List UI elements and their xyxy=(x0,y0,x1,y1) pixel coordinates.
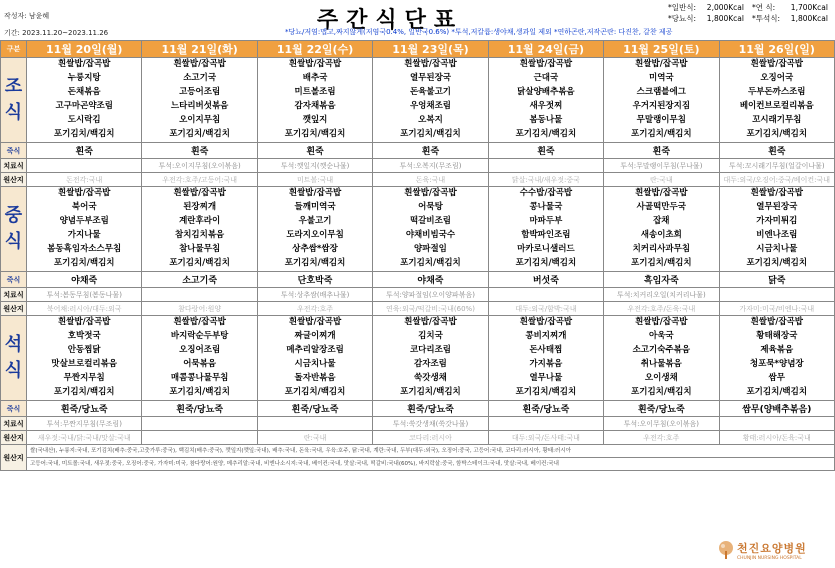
porridge-cell: 흰죽/당뇨죽 xyxy=(373,401,488,417)
origin-cell: 참다랑어:원양 xyxy=(142,302,257,316)
hospital-subname: CHUNJIN NURSING HOSPITAL xyxy=(737,555,802,561)
menu-item: 근대국 xyxy=(533,73,559,84)
therapy-cell: 투석:쑥갓생채(쑥갓나물) xyxy=(373,417,488,431)
origin-full-text: 고등어:국내, 미트볼:국내, 새우젓:중국, 오징어:중국, 가자미:미국, 참다랑어:원양, 메추리알:국내, 비엔나소시지:국내, 베이컨:국내, 맛살:국내, 떡갈비:국내(60%), 바지락살:중국, 함박스테이크:국내, 맛살:국내, 베이컨:국내 xyxy=(27,458,835,471)
menu-item: 가지나물 xyxy=(67,230,101,240)
porridge-cell: 야채죽 xyxy=(27,272,142,288)
porridge-cell: 흰죽/당뇨죽 xyxy=(488,401,603,417)
menu-item: 수수밥/잡곡밥 xyxy=(519,188,573,199)
origin-label: 원산지 xyxy=(1,431,27,445)
porridge-cell: 야채죽 xyxy=(373,272,488,288)
therapy-cell: 투석:꼬시래기무침(얼갈이나물) xyxy=(719,159,834,173)
menu-item: 포기김치/백김치 xyxy=(53,128,115,139)
lunch-category-label: 중 식 xyxy=(4,205,23,252)
origin-cell: 황태:러시아/돈육:국내 xyxy=(719,431,834,445)
origin-full-row xyxy=(1,458,835,471)
therapy-cell: 투석:무짠지무침(무조림) xyxy=(27,417,142,431)
menu-item: 북어국 xyxy=(71,202,97,213)
day-header: 11월 22일(수) xyxy=(257,41,372,58)
origin-full-label: 원산지 xyxy=(1,445,27,471)
menu-item: 아욱국 xyxy=(649,331,674,342)
menu-item: 맛살브로컬리볶음 xyxy=(51,359,118,369)
menu-item: 흰쌀밥/잡곡밥 xyxy=(288,317,342,328)
menu-item: 포기김치/백김치 xyxy=(746,386,808,397)
menu-item: 취나물볶음 xyxy=(640,359,682,369)
calorie-label: *일반식: xyxy=(668,3,697,12)
menu-item: 포기김치/백김치 xyxy=(631,128,692,139)
day-header: 11월 25일(토) xyxy=(604,41,719,58)
lunch-menu-cell xyxy=(142,187,257,272)
menu-item: 미역국 xyxy=(649,73,674,84)
menu-item: 된장찌개 xyxy=(183,202,217,213)
porridge-cell: 쌈무(양배추볶음) xyxy=(719,401,834,417)
menu-item: 닭살양배추볶음 xyxy=(517,87,575,98)
menu-item: 들깨미역국 xyxy=(294,202,336,213)
menu-table xyxy=(0,40,835,471)
menu-item: 포기김치/백김치 xyxy=(400,386,461,397)
gubun-header: 구분 xyxy=(1,41,27,58)
menu-item: 열무된장국 xyxy=(409,73,451,84)
dinner-menu-cell xyxy=(604,316,719,401)
origin-label: 원산지 xyxy=(1,173,27,187)
menu-item: 짜글이찌개 xyxy=(294,331,336,342)
menu-item: 포기김치/백김치 xyxy=(284,128,346,139)
menu-item: 우엉채조림 xyxy=(409,101,451,111)
menu-item: 흰쌀밥/잡곡밥 xyxy=(519,317,573,328)
calorie-label: *당뇨식: xyxy=(668,14,697,23)
porridge-cell: 닭죽 xyxy=(719,272,834,288)
therapy-cell: 투석:봄동무침(봄동나물) xyxy=(27,288,142,302)
dinner-menu-row xyxy=(1,316,835,401)
menu-item: 야채비빔국수 xyxy=(405,230,456,240)
lunch-menu-row xyxy=(1,187,835,272)
menu-item: 흰쌀밥/잡곡밥 xyxy=(750,59,803,70)
origin-cell xyxy=(142,431,257,445)
origin-cell: 미트볼:국내 xyxy=(257,173,372,187)
porridge-cell: 흰죽/당뇨죽 xyxy=(604,401,719,417)
menu-item: 흰쌀밥/잡곡밥 xyxy=(173,317,226,328)
breakfast-menu-cell xyxy=(604,58,719,143)
menu-item: 흰쌀밥/잡곡밥 xyxy=(404,59,457,70)
calorie-value: 1,700Kcal xyxy=(790,3,828,12)
day-header: 11월 23일(목) xyxy=(373,41,488,58)
menu-item: 계란후라이 xyxy=(179,216,221,227)
therapy-cell xyxy=(719,417,834,431)
breakfast-menu-cell xyxy=(27,58,142,143)
menu-item: 가자미튀김 xyxy=(756,216,798,227)
menu-item: 우거지된장지짐 xyxy=(632,101,691,111)
menu-item: 황태해장국 xyxy=(756,331,798,342)
therapy-cell: 투석:상추쌈(배추나물) xyxy=(257,288,372,302)
menu-item: 두부돈까스조림 xyxy=(748,87,806,98)
lunch-menu-cell xyxy=(27,187,142,272)
therapy-label: 치료식 xyxy=(1,417,27,431)
porridge-cell: 흰죽 xyxy=(373,143,488,159)
menu-item: 흰쌀밥/잡곡밥 xyxy=(750,317,803,328)
therapy-cell xyxy=(257,417,372,431)
breakfast-porridge-row xyxy=(1,143,835,159)
breakfast-menu-cell xyxy=(719,58,834,143)
menu-item: 가지볶음 xyxy=(529,359,563,369)
menu-item: 우불고기 xyxy=(298,216,332,227)
menu-item: 흰쌀밥/잡곡밥 xyxy=(404,317,457,328)
menu-item: 소고기국 xyxy=(183,73,217,84)
dinner-porridge-row xyxy=(1,401,835,417)
menu-item: 제육볶음 xyxy=(760,345,794,356)
menu-item: 상추쌈*쌈장 xyxy=(292,243,338,254)
menu-item: 양념두부조림 xyxy=(59,216,109,227)
therapy-label: 치료식 xyxy=(1,159,27,173)
menu-item: 양파절임 xyxy=(414,243,447,254)
origin-cell: 우전각:호주 xyxy=(257,302,372,316)
menu-item: 포기김치/백김치 xyxy=(53,386,115,397)
menu-item: 흰쌀밥/잡곡밥 xyxy=(635,59,688,70)
menu-item: 마파두부 xyxy=(529,216,563,227)
menu-item: 돈육불고기 xyxy=(409,87,451,98)
breakfast-menu-cell xyxy=(488,58,603,143)
menu-item: 콩비지찌개 xyxy=(525,331,567,342)
therapy-cell xyxy=(488,417,603,431)
breakfast-menu-cell xyxy=(373,58,488,143)
menu-item: 김치국 xyxy=(418,331,443,342)
menu-item: 코다리조림 xyxy=(409,345,451,356)
dinner-therapy-row xyxy=(1,417,835,431)
dinner-menu-cell xyxy=(719,316,834,401)
menu-item: 흰쌀밥/잡곡밥 xyxy=(519,59,573,70)
menu-item: 포기김치/백김치 xyxy=(746,128,808,139)
calorie-col-2 xyxy=(752,2,828,24)
dinner-category xyxy=(1,316,27,401)
menu-item: 오이지무침 xyxy=(179,114,221,125)
menu-item: 어묵볶음 xyxy=(183,359,217,369)
menu-item: 어묵탕 xyxy=(418,202,443,213)
breakfast-therapy-row xyxy=(1,159,835,173)
menu-item: 누룽지탕 xyxy=(67,73,101,84)
menu-item: 콩나물국 xyxy=(529,202,563,213)
dinner-category-label: 석 식 xyxy=(4,334,23,381)
origin-cell: 닭살:국내/새우젓:중국 xyxy=(488,173,603,187)
menu-item: 스크램블에그 xyxy=(636,87,686,98)
menu-item: 열무나물 xyxy=(529,372,563,383)
menu-item: 포기김치/백김치 xyxy=(400,128,461,139)
lunch-therapy-row xyxy=(1,288,835,302)
dinner-origin-row xyxy=(1,431,835,445)
therapy-cell: 투석:무말랭이무침(무나물) xyxy=(604,159,719,173)
porridge-cell: 흰죽/당뇨죽 xyxy=(142,401,257,417)
menu-item: 시금치나물 xyxy=(756,243,798,254)
menu-item: 오징어국 xyxy=(760,73,794,84)
menu-item: 봄동흑임자소스무침 xyxy=(47,243,122,254)
author: 작성자: 남윤혜 xyxy=(4,12,50,20)
menu-item: 흰쌀밥/잡곡밥 xyxy=(288,188,342,199)
porridge-cell: 소고기죽 xyxy=(142,272,257,288)
origin-label: 원산지 xyxy=(1,302,27,316)
menu-item: 포기김치/백김치 xyxy=(169,257,230,268)
calorie-label: *연 식: xyxy=(752,3,776,12)
menu-item: 참나물무침 xyxy=(179,243,221,254)
menu-item: 흰쌀밥/잡곡밥 xyxy=(58,188,111,199)
porridge-cell: 흰죽/당뇨죽 xyxy=(257,401,372,417)
origin-cell: 북어채:러시아/대두:외국 xyxy=(27,302,142,316)
therapy-cell: 투석:치커리오일(치커리나물) xyxy=(604,288,719,302)
porridge-cell: 흰죽 xyxy=(488,143,603,159)
lunch-menu-cell xyxy=(373,187,488,272)
therapy-cell: 투석:깻잎지(깻순나물) xyxy=(257,159,372,173)
menu-item: 무말랭이무침 xyxy=(636,114,686,125)
porridge-cell: 흰죽 xyxy=(604,143,719,159)
menu-item: 감자채볶음 xyxy=(294,101,336,111)
menu-item: 새송이초회 xyxy=(640,230,682,240)
day-header: 11월 20일(월) xyxy=(27,41,142,58)
menu-item: 참치김치볶음 xyxy=(174,230,225,240)
menu-item: 매콤콩나물무침 xyxy=(170,372,229,383)
menu-item: 쑥갓생채 xyxy=(414,372,447,383)
menu-item: 느타리버섯볶음 xyxy=(170,101,229,111)
hospital-name: 천진요양병원 xyxy=(737,541,807,555)
menu-item: 봄동나물 xyxy=(529,114,563,125)
origin-cell: 대두:외국/함박:국내 xyxy=(488,302,603,316)
origin-cell: 코다리:러시아 xyxy=(373,431,488,445)
menu-item: 쌈무 xyxy=(768,372,785,383)
menu-item: 꼬시래기무침 xyxy=(752,114,802,125)
lunch-menu-cell xyxy=(604,187,719,272)
calorie-value: 2,000Kcal xyxy=(706,3,744,12)
menu-item: 함박파인조림 xyxy=(521,230,571,240)
menu-item: 흰쌀밥/잡곡밥 xyxy=(58,317,111,328)
lunch-category xyxy=(1,187,27,272)
porridge-label: 죽식 xyxy=(1,272,27,288)
menu-item: 포기김치/백김치 xyxy=(284,257,346,268)
menu-item: 포기김치/백김치 xyxy=(169,386,230,397)
origin-cell: 우전각:호주/돈육:국내 xyxy=(604,302,719,316)
header-row xyxy=(1,41,835,58)
menu-item: 포기김치/백김치 xyxy=(515,386,577,397)
origin-cell: 란:국내 xyxy=(604,173,719,187)
calorie-value: 1,800Kcal xyxy=(790,14,828,23)
porridge-cell: 단호박죽 xyxy=(257,272,372,288)
therapy-cell xyxy=(719,288,834,302)
menu-item: 포기김치/백김치 xyxy=(400,257,461,268)
lunch-porridge-row xyxy=(1,272,835,288)
porridge-label: 죽식 xyxy=(1,143,27,159)
menu-item: 오징어조림 xyxy=(179,345,221,356)
lunch-menu-cell xyxy=(488,187,603,272)
page-title: 주간식단표 xyxy=(316,8,464,33)
origin-cell: 우전각:호주/고등어:국내 xyxy=(142,173,257,187)
menu-item: 포기김치/백김치 xyxy=(284,386,346,397)
menu-item: 배추국 xyxy=(302,73,328,84)
breakfast-menu-cell xyxy=(142,58,257,143)
breakfast-origin-row xyxy=(1,173,835,187)
therapy-cell xyxy=(27,159,142,173)
menu-item: 사골떡만두국 xyxy=(636,202,686,213)
porridge-label: 죽식 xyxy=(1,401,27,417)
menu-item: 마카로니샐러드 xyxy=(517,243,575,254)
origin-cell: 가자미:미국/비엔나:국내 xyxy=(719,302,834,316)
menu-item: 안동찜닭 xyxy=(67,345,101,356)
menu-item: 오복지 xyxy=(418,114,443,125)
breakfast-menu-row xyxy=(1,58,835,143)
menu-item: 감자조림 xyxy=(414,359,447,369)
therapy-cell: 투석:오복지(무조림) xyxy=(373,159,488,173)
diet-notes: *당뇨/저염:맵고,짜지않게(저염국0.4%, 일반국0.6%) *투석,저칼륨:생야채,생과일 제외 *연하곤란,저작곤란: 다진찬, 갈찬 제공 xyxy=(285,28,673,36)
dinner-menu-cell xyxy=(27,316,142,401)
porridge-cell: 흰죽/당뇨죽 xyxy=(27,401,142,417)
menu-item: 포기김치/백김치 xyxy=(631,257,692,268)
menu-item: 치커리사과무침 xyxy=(632,243,691,254)
menu-item: 돈채볶음 xyxy=(67,87,101,98)
origin-full-row xyxy=(1,445,835,458)
origin-cell: 대두:외국/돈사태:국내 xyxy=(488,431,603,445)
menu-item: 포기김치/백김치 xyxy=(515,257,577,268)
period: 기간: 2023.11.20~2023.11.26 xyxy=(4,29,109,37)
breakfast-category-label: 조 식 xyxy=(4,76,23,123)
dinner-menu-cell xyxy=(257,316,372,401)
lunch-menu-cell xyxy=(257,187,372,272)
menu-item: 고구마곤약조림 xyxy=(55,101,113,111)
lunch-origin-row xyxy=(1,302,835,316)
menu-item: 메추리알장조림 xyxy=(286,345,344,356)
origin-cell: 돈전각:국내 xyxy=(27,173,142,187)
therapy-cell: 투석:양파절임(오이양파볶음) xyxy=(373,288,488,302)
therapy-cell xyxy=(488,159,603,173)
origin-full-text: 쌀(국내산), 누룽지:국내, 포기김치(배추:중국,고춧가루:중국), 백김치(배추:중국), 깻잎지(깻잎:국내), 배추:국내, 돈육:국내, 우육:호주, 닭:국내, 계란:국내, 두부(대두:외국), 오징어:중국, 고등어:국내, 코다리:러시아, 황태:러시아 xyxy=(27,445,835,458)
lunch-menu-cell xyxy=(719,187,834,272)
dinner-menu-cell xyxy=(142,316,257,401)
day-header: 11월 24일(금) xyxy=(488,41,603,58)
porridge-cell: 흰죽 xyxy=(719,143,834,159)
menu-item: 흰쌀밥/잡곡밥 xyxy=(404,188,457,199)
menu-item: 흰쌀밥/잡곡밥 xyxy=(750,188,803,199)
menu-item: 포기김치/백김치 xyxy=(53,257,115,268)
calorie-col-1 xyxy=(668,2,744,24)
dinner-menu-cell xyxy=(373,316,488,401)
menu-item: 돈사태찜 xyxy=(529,345,563,356)
menu-item: 비엔나조림 xyxy=(756,230,798,240)
menu-item: 흰쌀밥/잡곡밥 xyxy=(173,188,226,199)
menu-item: 열무된장국 xyxy=(756,202,798,213)
menu-item: 오이생채 xyxy=(644,372,678,383)
menu-item: 청포묵*양념장 xyxy=(749,359,804,369)
calorie-value: 1,800Kcal xyxy=(706,14,744,23)
day-header: 11월 26일(일) xyxy=(719,41,834,58)
menu-item: 시금치나물 xyxy=(294,359,336,369)
menu-item: 떡갈비조림 xyxy=(409,216,451,227)
therapy-cell: 투석:오이지무침(오이볶음) xyxy=(142,159,257,173)
menu-item: 잡채 xyxy=(653,216,670,227)
menu-item: 베이컨브로컬리볶음 xyxy=(739,101,814,111)
menu-item: 미트볼조림 xyxy=(294,87,336,98)
menu-item: 돌자반볶음 xyxy=(294,372,336,383)
therapy-cell xyxy=(142,288,257,302)
breakfast-category xyxy=(1,58,27,143)
origin-cell: 연육:외국/떡갈비:국내(60%) xyxy=(373,302,488,316)
origin-cell: 돈육:국내 xyxy=(373,173,488,187)
porridge-cell: 버섯죽 xyxy=(488,272,603,288)
menu-item: 포기김치/백김치 xyxy=(746,257,808,268)
menu-item: 고등어조림 xyxy=(179,87,221,98)
menu-item: 흰쌀밥/잡곡밥 xyxy=(635,188,688,199)
menu-item: 흰쌀밥/잡곡밥 xyxy=(635,317,688,328)
menu-item: 흰쌀밥/잡곡밥 xyxy=(173,59,226,70)
therapy-label: 치료식 xyxy=(1,288,27,302)
porridge-cell: 흰죽 xyxy=(257,143,372,159)
hospital-logo xyxy=(715,539,807,561)
therapy-cell xyxy=(142,417,257,431)
origin-cell: 란:국내 xyxy=(257,431,372,445)
breakfast-menu-cell xyxy=(257,58,372,143)
menu-item: 흰쌀밥/잡곡밥 xyxy=(58,59,111,70)
therapy-cell xyxy=(488,288,603,302)
dinner-menu-cell xyxy=(488,316,603,401)
menu-item: 무짠지무침 xyxy=(63,372,105,383)
menu-item: 포기김치/백김치 xyxy=(631,386,692,397)
day-header: 11월 21일(화) xyxy=(142,41,257,58)
menu-item: 포기김치/백김치 xyxy=(515,128,577,139)
therapy-cell: 투석:오이무침(오이볶음) xyxy=(604,417,719,431)
origin-cell: 우전각:호주 xyxy=(604,431,719,445)
menu-item: 도라지오이무침 xyxy=(286,230,344,240)
origin-cell: 새우젓:국내/닭:국내/맛살:국내 xyxy=(27,431,142,445)
origin-cell: 대두:외국/오징어:중국/베이컨:국내 xyxy=(719,173,834,187)
porridge-cell: 흑임자죽 xyxy=(604,272,719,288)
menu-item: 소고기숙주볶음 xyxy=(632,345,691,356)
menu-item: 흰쌀밥/잡곡밥 xyxy=(288,59,342,70)
porridge-cell: 흰죽 xyxy=(27,143,142,159)
menu-item: 새우젓찌 xyxy=(529,101,563,111)
menu-item: 포기김치/백김치 xyxy=(169,128,230,139)
tree-logo-icon xyxy=(715,539,737,561)
menu-item: 호박젓국 xyxy=(67,331,101,342)
porridge-cell: 흰죽 xyxy=(142,143,257,159)
menu-item: 깻잎지 xyxy=(302,114,328,125)
menu-item: 도시락김 xyxy=(67,114,101,125)
calorie-label: *투석식: xyxy=(752,14,781,23)
menu-item: 바지락순두부탕 xyxy=(170,331,229,342)
